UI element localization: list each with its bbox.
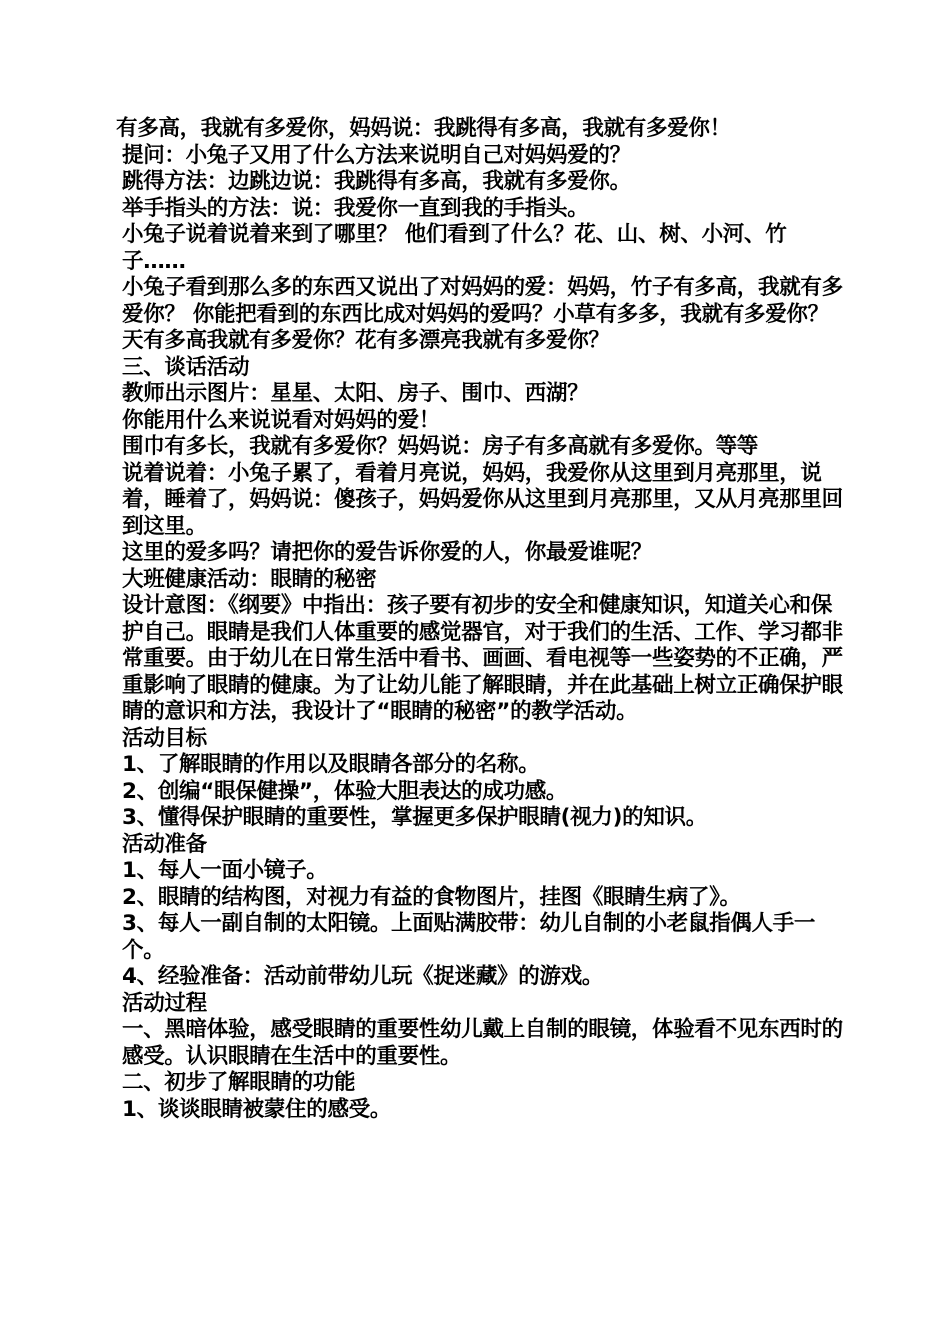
paragraph: 这里的爱多吗？请把你的爱告诉你爱的人，你最爱谁呢？: [122, 540, 653, 565]
list-item: 3、懂得保护眼睛的重要性，掌握更多保护眼睛(视力)的知识。: [122, 805, 707, 830]
paragraph: 小兔子看到那么多的东西又说出了对妈妈的爱：妈妈，竹子有多高，我就有多爱你？ 你能把看到的东西比成对妈妈的爱吗？小草有多多，我就有多爱你？天有多高我就有多爱你？花有多漂亮我就有多爱你？: [122, 275, 843, 353]
paragraph: 跳得方法：边跳边说：我跳得有多高，我就有多爱你。: [122, 169, 631, 194]
paragraph: 围巾有多长，我就有多爱你？妈妈说：房子有多高就有多爱你。等等: [122, 434, 759, 459]
list-item: 1、了解眼睛的作用以及眼睛各部分的名称。: [122, 752, 540, 777]
list-item: 3、每人一副自制的太阳镜。上面贴满胶带：幼儿自制的小老鼠指偶人手一个。: [122, 911, 816, 963]
paragraph: 提问：小兔子又用了什么方法来说明自己对妈妈爱的？: [122, 142, 631, 168]
activity-title: 大班健康活动：眼睛的秘密: [122, 566, 377, 592]
paragraph: 小兔子说着说着来到了哪里？ 他们看到了什么？花、山、树、小河、竹子……: [122, 222, 787, 274]
list-item: 2、眼睛的结构图，对视力有益的食物图片，挂图《眼睛生病了》。: [122, 884, 741, 910]
list-item: 1、每人一面小镜子。: [122, 858, 328, 883]
list-item: 2、创编“眼保健操”，体验大胆表达的成功感。: [122, 778, 568, 804]
document-body: [116, 116, 846, 1123]
section-heading: 活动过程: [122, 990, 207, 1016]
section-heading: 三、谈话活动: [122, 354, 250, 380]
section-heading: 活动准备: [122, 831, 207, 857]
paragraph: 教师出示图片：星星、太阳、房子、围巾、西湖？: [122, 381, 589, 406]
paragraph: 有多高，我就有多爱你，妈妈说：我跳得有多高，我就有多爱你！: [116, 116, 731, 141]
paragraph: 举手指头的方法：说：我爱你一直到我的手指头。: [122, 195, 589, 221]
paragraph: 说着说着：小兔子累了，看着月亮说，妈妈，我爱你从这里到月亮那里，说着，睡着了，妈妈说：傻孩子，妈妈爱你从这里到月亮那里，又从月亮那里回到这里。: [122, 460, 843, 539]
section-heading: 二、初步了解眼睛的功能: [122, 1070, 356, 1095]
list-item: 1、谈谈眼睛被蒙住的感受。: [122, 1096, 392, 1122]
paragraph: 你能用什么来说说看对妈妈的爱！: [122, 407, 441, 433]
section-heading: 活动目标: [122, 725, 207, 751]
paragraph: 设计意图：《纲要》中指出：孩子要有初步的安全和健康知识，知道关心和保护自己。眼睛是我们人体重要的感觉器官，对于我们的生活、工作、学习都非常重要。由于幼儿在日常生活中看书、画画、看电视等一些姿势的不正确，严重影响了眼睛的健康。为了让幼儿能了解眼睛，并在此基础上树立正确保护眼睛的意识和方法，我设计了“眼睛的秘密”的教学活动。: [122, 593, 843, 724]
paragraph: 一、黑暗体验，感受眼睛的重要性幼儿戴上自制的眼镜，体验看不见东西时的感受。认识眼睛在生活中的重要性。: [122, 1017, 843, 1069]
list-item: 4、经验准备：活动前带幼儿玩《捉迷藏》的游戏。: [122, 964, 604, 989]
